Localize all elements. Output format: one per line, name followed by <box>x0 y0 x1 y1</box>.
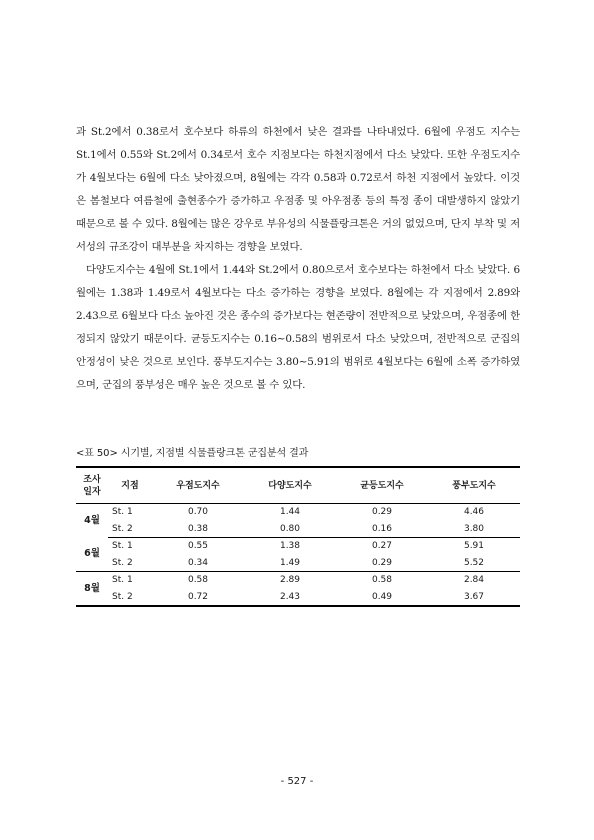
header-survey-line2: 일자 <box>83 486 101 497</box>
table-row <box>76 521 520 538</box>
body-text <box>76 121 520 397</box>
evenness-cell: 0.49 <box>336 589 428 607</box>
richness-cell: 2.84 <box>463 575 485 586</box>
paragraph-dominance: 과 St.2에서 0.38로서 호수보다 하류의 하천에서 낮은 결과를 나타내었다. 6월에 우점도 지수는 St.1에서 0.55와 St.2에서 0.34로서 호수 지점보다는 하천지점에서 다소 낮았다. 또한 우점도지수가 4월보다는 6월에 다소 낮아졌으며, 8월에는 각각 0.58과 0.72로서 하천 지점에서 높았다. 이것은 봄철보다 여름철에 출현종수가 증가하고 우점종 및 아우점종 등의 특정 종이 대발생하지 않았기 때문으로 볼 수 있다. 8월에는 많은 강우로 부유성의 식물플랑크톤은 거의 없었으며, 단지 부착 및 저서성의 규조강이 대부분을 차지하는 경향을 보였다. <box>76 126 520 253</box>
richness-cell: 5.52 <box>428 555 520 572</box>
evenness-cell: 0.16 <box>336 521 428 538</box>
community-analysis-table <box>76 466 520 607</box>
evenness-cell: 0.29 <box>371 507 393 518</box>
paragraph-diversity: 다양도지수는 4월에 St.1에서 1.44와 St.2에서 0.80으로서 호수보다는 하천에서 다소 낮았다. 6월에는 1.38과 1.49로서 4월보다는 다소 증가하는 경향을 보였다. 8월에는 각 지점에서 2.89와 2.43으로 6월보다 다소 높아진 것은 종수의 증가보다는 현존량이 전반적으로 낮았으며, 우점종에 한정되지 않았기 때문이다. 균등도지수는 0.16∼0.58의 범위로서 다소 낮았으며, 전반적으로 군집의 안정성이 낮은 것으로 보인다. 풍부도지수는 3.80∼5.91의 범위로 4월보다는 6월에 소폭 증가하였으며, 군집의 풍부성은 매우 높은 것으로 볼 수 있다. <box>76 264 520 391</box>
diversity-cell: 1.49 <box>244 555 336 572</box>
table-header-row <box>76 467 520 504</box>
richness-cell: 5.91 <box>463 541 485 552</box>
table-row <box>76 572 520 589</box>
diversity-cell: 1.38 <box>279 541 301 552</box>
month-cell: 6월 <box>76 538 108 572</box>
evenness-cell: 0.29 <box>336 555 428 572</box>
dominance-cell: 0.38 <box>152 521 244 538</box>
richness-cell: 4.46 <box>463 507 485 518</box>
evenness-cell: 0.58 <box>371 575 393 586</box>
diversity-cell: 2.89 <box>279 575 301 586</box>
table-row <box>76 538 520 555</box>
station-cell: St. 1 <box>112 541 133 552</box>
diversity-cell: 2.43 <box>244 589 336 607</box>
dominance-cell: 0.58 <box>187 575 209 586</box>
header-richness: 풍부도지수 <box>428 467 520 504</box>
table-caption: <표 50> 시기별, 지점별 식물플랑크톤 군집분석 결과 <box>76 448 309 459</box>
station-cell: St. 2 <box>108 555 152 572</box>
header-diversity: 다양도지수 <box>244 467 336 504</box>
month-cell: 4월 <box>84 514 100 526</box>
header-dominance: 우점도지수 <box>152 467 244 504</box>
dominance-cell: 0.70 <box>187 507 209 518</box>
station-cell: St. 2 <box>108 589 152 607</box>
month-cell: 8월 <box>76 572 108 607</box>
diversity-cell: 1.44 <box>279 507 301 518</box>
header-station: 지점 <box>108 467 152 504</box>
page-number: - 527 - <box>280 776 314 787</box>
station-cell: St. 1 <box>112 507 133 518</box>
evenness-cell: 0.27 <box>371 541 393 552</box>
header-evenness: 균등도지수 <box>336 467 428 504</box>
table-row <box>76 504 520 521</box>
header-survey-line1: 조사 <box>83 474 101 485</box>
station-cell: St. 1 <box>112 575 133 586</box>
dominance-cell: 0.72 <box>152 589 244 607</box>
richness-cell: 3.67 <box>428 589 520 607</box>
diversity-cell: 0.80 <box>244 521 336 538</box>
header-survey-date <box>76 467 108 504</box>
station-cell: St. 2 <box>108 521 152 538</box>
dominance-cell: 0.55 <box>187 541 209 552</box>
table-row <box>76 555 520 572</box>
richness-cell: 3.80 <box>428 521 520 538</box>
table-row <box>76 589 520 607</box>
dominance-cell: 0.34 <box>152 555 244 572</box>
